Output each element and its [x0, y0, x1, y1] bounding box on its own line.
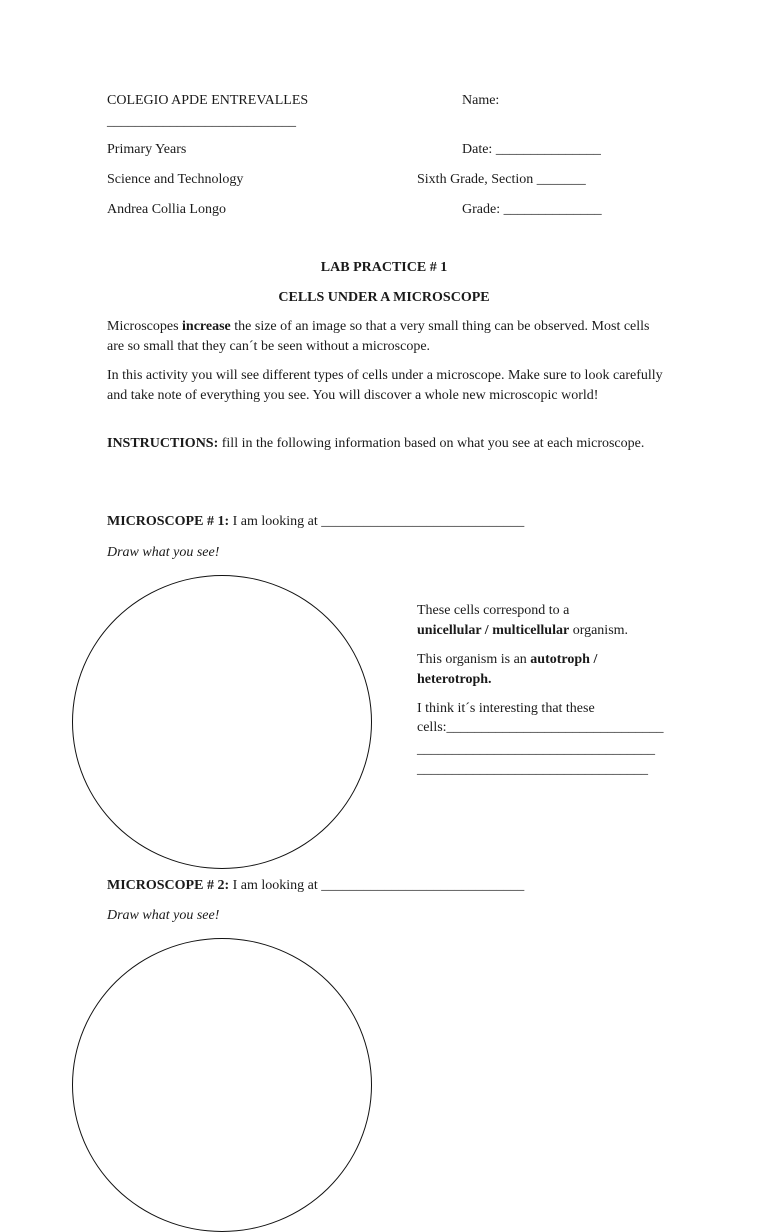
question-nutrition-line-2: heterotroph. [417, 672, 492, 687]
name-label: Name: [462, 93, 500, 108]
answer-line-2: __________________________________ [417, 742, 655, 757]
section-field: Sixth Grade, Section _______ [417, 172, 586, 187]
microscope-1-heading: MICROSCOPE # 1: I am looking at _____________________________ [107, 514, 525, 529]
microscope-2-drawing-circle[interactable] [72, 938, 372, 1232]
question-interesting-line-1: I think it´s interesting that these [417, 701, 595, 716]
microscope-1-draw-prompt: Draw what you see! [107, 545, 220, 560]
school-name: COLEGIO APDE ENTREVALLES [107, 93, 309, 108]
question-cell-type-line-1: These cells correspond to a [417, 603, 570, 618]
topic-title: CELLS UNDER A MICROSCOPE [278, 290, 490, 305]
name-blank-line: ___________________________ [107, 114, 296, 129]
intro-paragraph-1: Microscopes increase the size of an image so that a very small thing can be observed. Most cells are so small that they can´t be seen without a microscope. [107, 319, 650, 354]
question-interesting-line-2: cells:_______________________________ [417, 720, 664, 735]
program-label: Primary Years [107, 142, 187, 157]
microscope-1-drawing-circle[interactable] [72, 575, 372, 869]
microscope-2-heading: MICROSCOPE # 2: I am looking at _____________________________ [107, 878, 525, 893]
answer-line-3: _________________________________ [417, 762, 648, 777]
microscope-2-draw-prompt: Draw what you see! [107, 908, 220, 923]
subject-label: Science and Technology [107, 172, 244, 187]
intro-paragraph-2: In this activity you will see different types of cells under a microscope. Make sure to look carefully and take note of everything you see. You will discover a whole new microscopic world! [107, 368, 663, 403]
date-field: Date: _______________ [462, 142, 601, 157]
teacher-name: Andrea Collia Longo [107, 202, 226, 217]
instructions-paragraph: INSTRUCTIONS: fill in the following information based on what you see at each microscope. [107, 436, 645, 451]
grade-field: Grade: ______________ [462, 202, 602, 217]
question-cell-type-line-2: unicellular / multicellular organism. [417, 623, 629, 638]
question-nutrition-line-1: This organism is an autotroph / [417, 652, 598, 667]
lab-title: LAB PRACTICE # 1 [320, 260, 448, 275]
